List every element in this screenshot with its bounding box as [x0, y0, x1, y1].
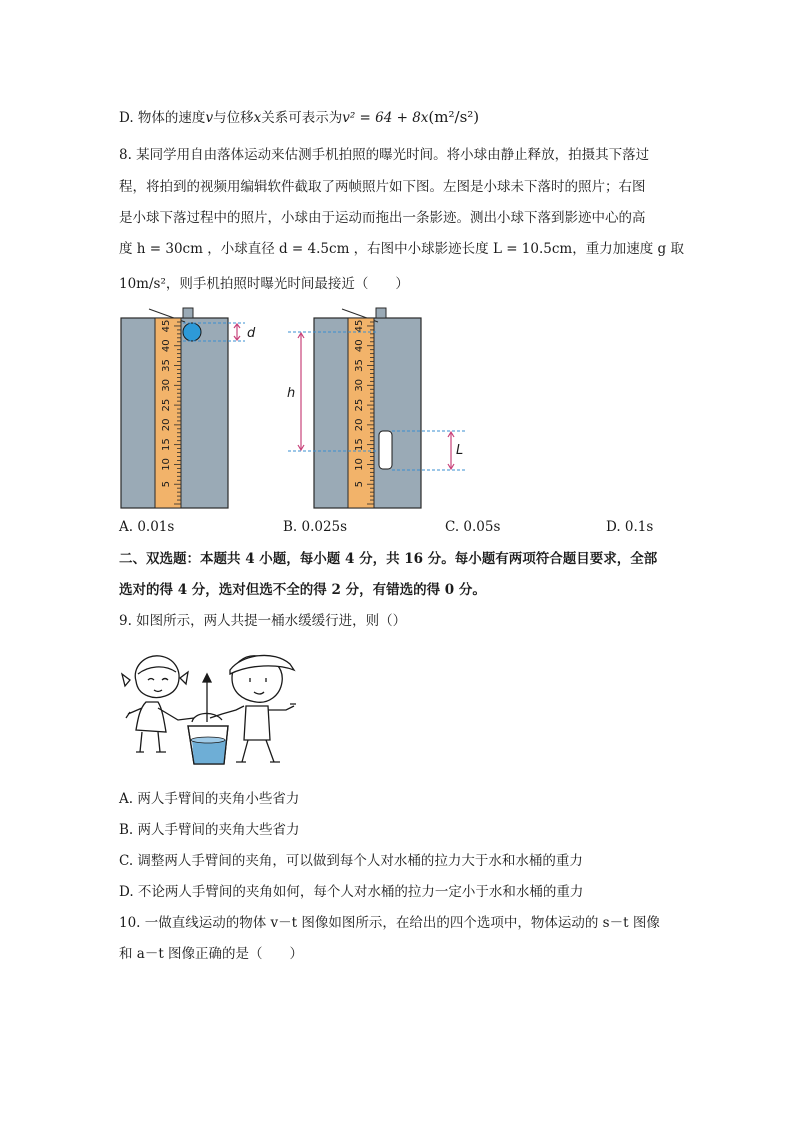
- label-h: h: [287, 386, 296, 401]
- q8-option-b: B. 0.025s: [283, 519, 348, 535]
- q8-figure: [115, 300, 475, 515]
- q8-line-5: 10m/s²，则手机拍照时曝光时间最接近（ ）: [119, 276, 409, 292]
- ruler-label: 15: [354, 438, 365, 452]
- ruler-label: 20: [161, 418, 172, 432]
- ruler-label: 10: [161, 458, 172, 471]
- ruler-label: 25: [354, 398, 365, 412]
- section2-line-2: 选对的得 4 分，选对但选不全的得 2 分，有错选的得 0 分。: [119, 582, 486, 598]
- bucket: [188, 674, 228, 764]
- q7-option-d-prefix: D. 物体的速度: [119, 110, 206, 126]
- ruler-label: 30: [354, 378, 365, 392]
- ruler-label: 15: [161, 438, 172, 452]
- q7-option-d-mid: 与位移: [213, 110, 254, 126]
- q8-option-a: A. 0.01s: [119, 519, 175, 535]
- label-d: d: [247, 326, 256, 341]
- ruler-label: 35: [354, 359, 365, 372]
- ruler-label: 30: [161, 378, 172, 392]
- q9-option-d: D. 不论两人手臂间的夹角如何，每个人对水桶的拉力一定小于水和水桶的重力: [119, 884, 584, 900]
- q7-unit: (m²/s²): [428, 108, 480, 126]
- q9-option-a: A. 两人手臂间的夹角小些省力: [119, 791, 300, 807]
- q8-line-3: 是小球下落过程中的照片，小球由于运动而拖出一条影迹。测出小球下落到影迹中心的高: [119, 210, 646, 226]
- ruler-label: 5: [161, 481, 172, 488]
- ball-streak: [379, 431, 392, 469]
- q9-option-b: B. 两人手臂间的夹角大些省力: [119, 822, 300, 838]
- q8-line-1: 8. 某同学用自由落体运动来估测手机拍照的曝光时间。将小球由静止释放，拍摄其下落过: [119, 147, 650, 163]
- ruler-label: 10: [354, 458, 365, 471]
- left-photo: [121, 308, 256, 508]
- ruler-label: 20: [354, 418, 365, 432]
- ruler-label: 25: [161, 398, 172, 412]
- ruler-label: 45: [161, 319, 172, 333]
- ruler-label: 40: [354, 339, 365, 353]
- right-photo: [287, 308, 467, 508]
- ruler-label: 40: [161, 339, 172, 353]
- ball: [183, 323, 201, 341]
- q7-option-d: [119, 107, 479, 128]
- q7-var-v: v: [205, 110, 214, 126]
- ruler-label: 45: [354, 319, 365, 333]
- ruler-label: 35: [161, 359, 172, 372]
- girl-figure: [122, 656, 194, 752]
- q7-var-x: x: [253, 110, 262, 126]
- ruler-label: 5: [354, 481, 365, 488]
- q10-line-2: 和 a－t 图像正确的是（ ）: [119, 946, 304, 962]
- q9-option-c: C. 调整两人手臂间的夹角，可以做到每个人对水桶的拉力大于水和水桶的重力: [119, 853, 583, 869]
- q7-option-d-tail: 关系可表示为: [261, 110, 343, 126]
- q8-option-c: C. 0.05s: [445, 519, 501, 535]
- q9-stem: 9. 如图所示，两人共提一桶水缓缓行进，则（）: [119, 613, 407, 629]
- label-L: L: [456, 443, 464, 458]
- q10-line-1: 10. 一做直线运动的物体 v－t 图像如图所示，在给出的四个选项中，物体运动的 s－t 图像: [119, 915, 660, 931]
- q8-line-4: 度 h = 30cm ，小球直径 d = 4.5cm ，右图中小球影迹长度 L = 10.5cm，重力加速度 g 取: [119, 241, 684, 257]
- q8-option-d: D. 0.1s: [606, 519, 654, 535]
- q8-line-2: 程，将拍到的视频用编辑软件截取了两帧照片如下图。左图是小球未下落时的照片；右图: [119, 179, 646, 195]
- q9-illustration: [118, 648, 308, 773]
- section2-line-1: 二、双选题：本题共 4 小题，每小题 4 分，共 16 分。每小题有两项符合题目要求，全部: [119, 551, 658, 567]
- q7-formula: v² = 64 + 8x: [342, 110, 429, 126]
